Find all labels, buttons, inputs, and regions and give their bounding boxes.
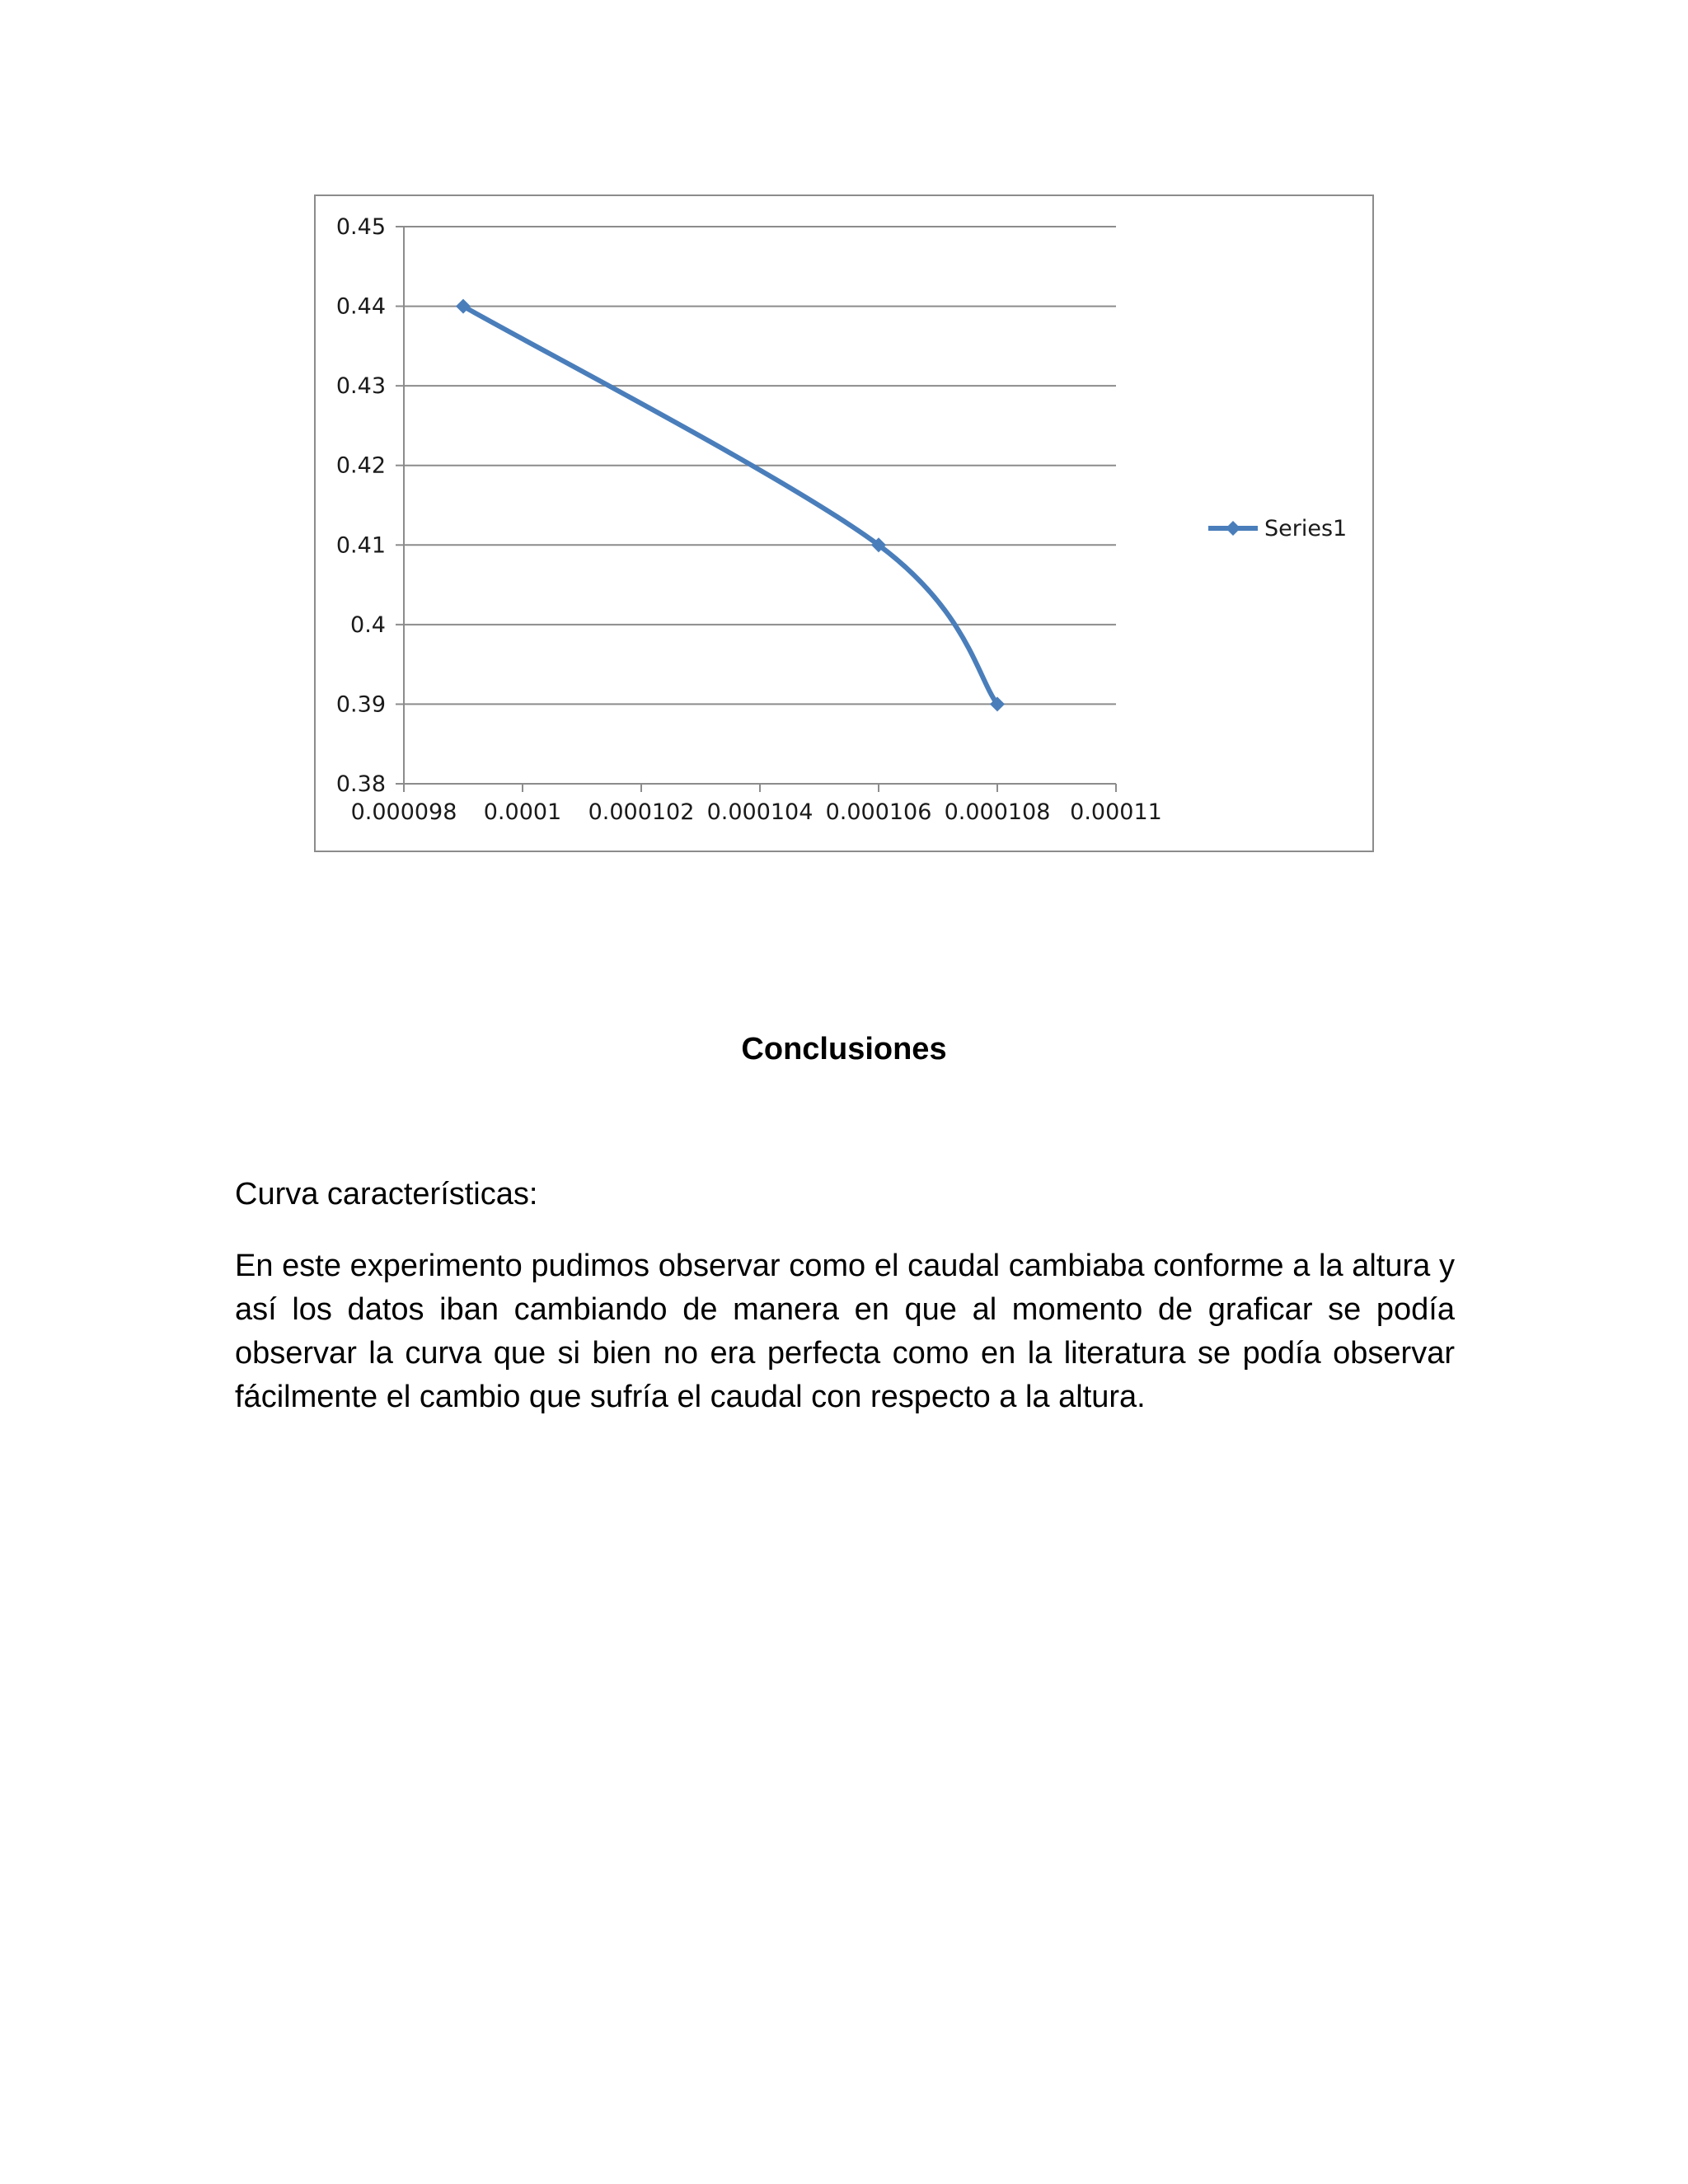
y-tick-label: 0.41 (335, 532, 386, 559)
x-tick-label: 0.000098 (350, 799, 457, 825)
legend-marker (1226, 521, 1240, 536)
subheading: Curva características: (235, 1177, 538, 1212)
series-layer (456, 299, 1005, 712)
y-tick-label: 0.38 (335, 771, 386, 797)
body-paragraph: En este experimento pudimos observar como el caudal cambiaba conforme a la altura y así los datos iban cambiando de manera en que al momento de graficar se podía observar la curva que si bien no era perfecta como en la literatura se podía observar fácilmente el cambio que sufría el caudal con respecto a la altura. (235, 1249, 1455, 1414)
x-tick-label: 0.000104 (706, 799, 814, 825)
legend (1208, 516, 1347, 541)
x-tick-label: 0.000106 (825, 799, 932, 825)
series-line (463, 307, 997, 705)
section-heading: Conclusiones (741, 1032, 947, 1066)
x-tick-label: 0.000108 (944, 799, 1051, 825)
y-tick-label: 0.43 (335, 373, 386, 400)
chart-container (314, 194, 1374, 852)
gridlines (404, 227, 1116, 704)
legend-label: Series1 (1264, 516, 1348, 541)
x-tick-label: 0.00011 (1070, 799, 1162, 825)
y-tick-label: 0.44 (335, 293, 386, 320)
y-tick-label: 0.42 (335, 452, 386, 479)
y-tick-label: 0.45 (335, 214, 386, 240)
y-tick-label: 0.4 (350, 612, 386, 638)
line-chart (316, 196, 1376, 854)
x-tick-label: 0.0001 (483, 799, 562, 825)
y-tick-label: 0.39 (335, 691, 386, 718)
x-tick-label: 0.000102 (588, 799, 695, 825)
